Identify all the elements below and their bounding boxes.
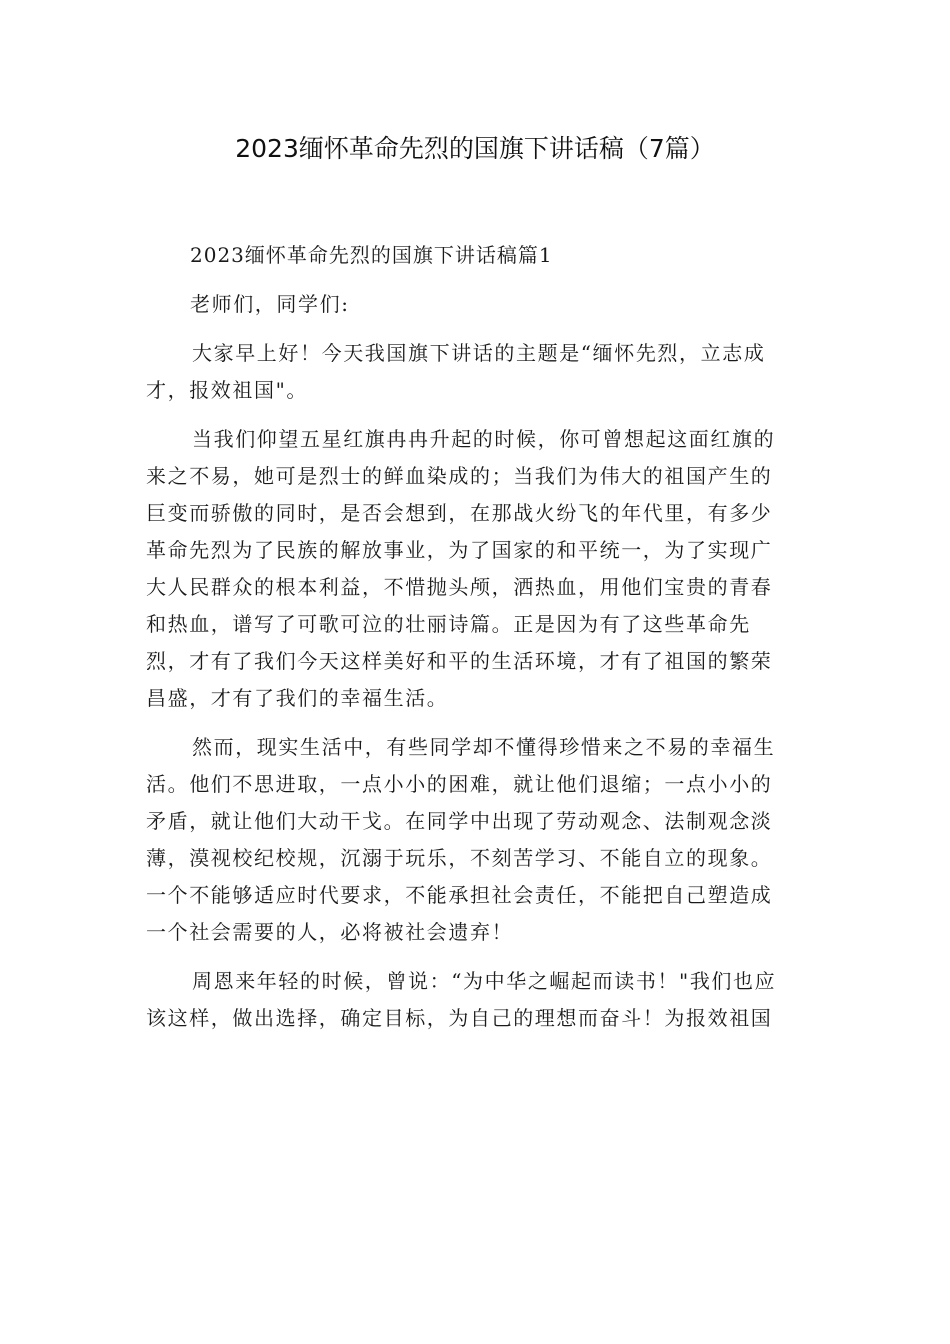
paragraph-line: 一个不能够适应时代要求，不能承担社会责任，不能把自己塑造成 xyxy=(146,883,773,907)
paragraph-3 xyxy=(146,729,806,951)
paragraph-line: 周恩来年轻的时候，曾说：“为中华之崛起而读书！"我们也应 xyxy=(192,969,777,993)
section-heading: 2023缅怀革命先烈的国旗下讲话稿篇1 xyxy=(190,243,553,267)
paragraph-1 xyxy=(146,335,806,409)
paragraph-line: 才，报效祖国"。 xyxy=(146,378,308,402)
paragraph-line: 活。他们不思进取，一点小小的困难，就让他们退缩；一点小小的 xyxy=(146,772,773,796)
paragraph-line: 革命先烈为了民族的解放事业，为了国家的和平统一，为了实现广 xyxy=(146,538,773,562)
paragraph-line: 大家早上好！今天我国旗下讲话的主题是“缅怀先烈，立志成 xyxy=(192,341,766,365)
paragraph-line: 薄，漠视校纪校规，沉溺于玩乐，不刻苦学习、不能自立的现象。 xyxy=(146,846,773,870)
paragraph-line: 巨变而骄傲的同时，是否会想到，在那战火纷飞的年代里，有多少 xyxy=(146,501,773,525)
paragraph-line: 矛盾，就让他们大动干戈。在同学中出现了劳动观念、法制观念淡 xyxy=(146,809,773,833)
document-title: 2023缅怀革命先烈的国旗下讲话稿（7篇） xyxy=(235,134,715,163)
paragraph-line: 大人民群众的根本利益，不惜抛头颅，洒热血，用他们宝贵的青春 xyxy=(146,575,773,599)
salutation: 老师们，同学们: xyxy=(190,292,350,316)
paragraph-line: 烈，才有了我们今天这样美好和平的生活环境，才有了祖国的繁荣 xyxy=(146,649,773,673)
paragraph-line: 当我们仰望五星红旗冉冉升起的时候，你可曾想起这面红旗的 xyxy=(192,427,776,451)
paragraph-line: 一个社会需要的人，必将被社会遗弃！ xyxy=(146,920,514,944)
paragraph-line: 然而，现实生活中，有些同学却不懂得珍惜来之不易的幸福生 xyxy=(192,735,776,759)
document-body xyxy=(146,237,806,1037)
paragraph-2 xyxy=(146,421,806,717)
paragraph-line: 该这样，做出选择，确定目标，为自己的理想而奋斗！为报效祖国 xyxy=(146,1006,773,1030)
paragraph-line: 昌盛，才有了我们的幸福生活。 xyxy=(146,686,449,710)
paragraph-line: 和热血，谱写了可歌可泣的壮丽诗篇。正是因为有了这些革命先 xyxy=(146,612,751,636)
paragraph-4 xyxy=(146,963,806,1037)
paragraph-line: 来之不易，她可是烈士的鲜血染成的；当我们为伟大的祖国产生的 xyxy=(146,464,773,488)
